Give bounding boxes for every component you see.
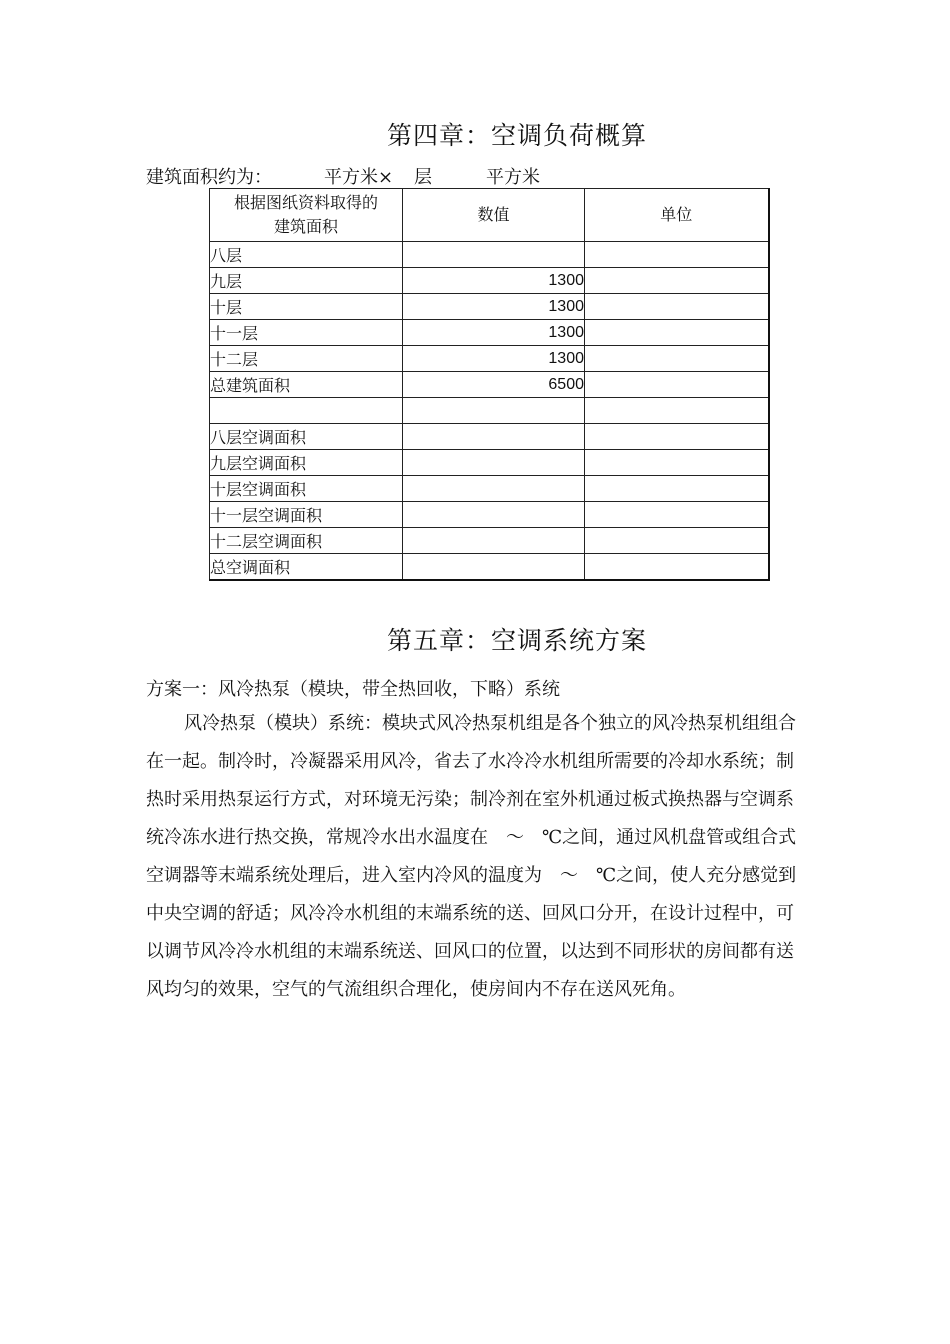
row-label: 总空调面积 [210,554,403,581]
area-unit-total: 平方米 [486,167,540,188]
table-row [210,502,769,528]
row-unit [585,424,769,450]
table-row [210,242,769,268]
table-header-row [210,189,769,242]
paragraph-line: 在一起。制冷时，冷凝器采用风冷，省去了水冷冷水机组所需要的冷却水系统；制 [146,751,794,772]
row-label: 八层 [210,242,403,268]
area-floors: 层 [414,167,432,188]
row-value [403,450,585,476]
row-unit [585,320,769,346]
row-value: 1300 [403,346,585,372]
row-value: 6500 [403,372,585,398]
row-unit [585,294,769,320]
area-unit-times: 平方米× [324,167,394,188]
row-value [403,502,585,528]
table-row [210,424,769,450]
row-unit [585,502,769,528]
table-row [210,372,769,398]
table-row [210,450,769,476]
row-value [403,554,585,581]
scheme-1-title: 方案一：风冷热泵（模块，带全热回收，下略）系统 [146,679,560,700]
row-unit [585,346,769,372]
paragraph-line: 统冷冻水进行热交换，常规冷水出水温度在 ～ ℃之间，通过风机盘管或组合式 [146,827,797,848]
table-row [210,320,769,346]
header-area-source-text: 根据图纸资料取得的建筑面积 [234,193,379,236]
header-area-source [210,189,403,242]
row-value [403,398,585,424]
row-value: 1300 [403,294,585,320]
row-unit [585,398,769,424]
row-label: 九层空调面积 [210,450,403,476]
row-label: 十二层 [210,346,403,372]
row-label: 十层 [210,294,403,320]
paragraph-line: 中央空调的舒适；风冷冷水机组的末端系统的送、回风口分开，在设计过程中，可 [146,903,794,924]
table-row [210,554,769,581]
row-label: 十一层空调面积 [210,502,403,528]
row-value [403,242,585,268]
area-prefix: 建筑面积约为： [146,167,272,188]
paragraph-line: 以调节风冷冷水机组的末端系统送、回风口的位置，以达到不同形状的房间都有送 [146,941,794,962]
row-value: 1300 [403,268,585,294]
row-label [210,398,403,424]
row-unit [585,450,769,476]
paragraph-line: 风均匀的效果，空气的气流组织合理化，使房间内不存在送风死角。 [146,979,686,1000]
row-unit [585,476,769,502]
table-row [210,294,769,320]
row-label: 十一层 [210,320,403,346]
row-unit [585,528,769,554]
row-unit [585,268,769,294]
row-label: 十层空调面积 [210,476,403,502]
scheme-1-paragraph [146,705,846,1009]
table-row [210,528,769,554]
paragraph-line: 热时采用热泵运行方式，对环境无污染；制冷剂在室外机通过板式换热器与空调系 [146,789,794,810]
row-unit [585,372,769,398]
row-label: 总建筑面积 [210,372,403,398]
table-row [210,398,769,424]
table-row [210,268,769,294]
row-unit [585,554,769,581]
chapter-5-title: 第五章：空调系统方案 [386,626,647,655]
table-row [210,476,769,502]
table-row [210,346,769,372]
row-value [403,424,585,450]
row-value: 1300 [403,320,585,346]
paragraph-line: 空调器等末端系统处理后，进入室内冷风的温度为 ～ ℃之间，使人充分感觉到 [146,865,797,886]
row-value [403,476,585,502]
building-area-table [209,188,770,581]
header-unit: 单位 [585,189,769,242]
row-label: 十二层空调面积 [210,528,403,554]
row-label: 八层空调面积 [210,424,403,450]
header-value: 数值 [403,189,585,242]
row-value [403,528,585,554]
row-label: 九层 [210,268,403,294]
row-unit [585,242,769,268]
paragraph-line: 风冷热泵（模块）系统：模块式风冷热泵机组是各个独立的风冷热泵机组组合 [184,713,796,734]
chapter-4-title: 第四章：空调负荷概算 [386,121,647,150]
